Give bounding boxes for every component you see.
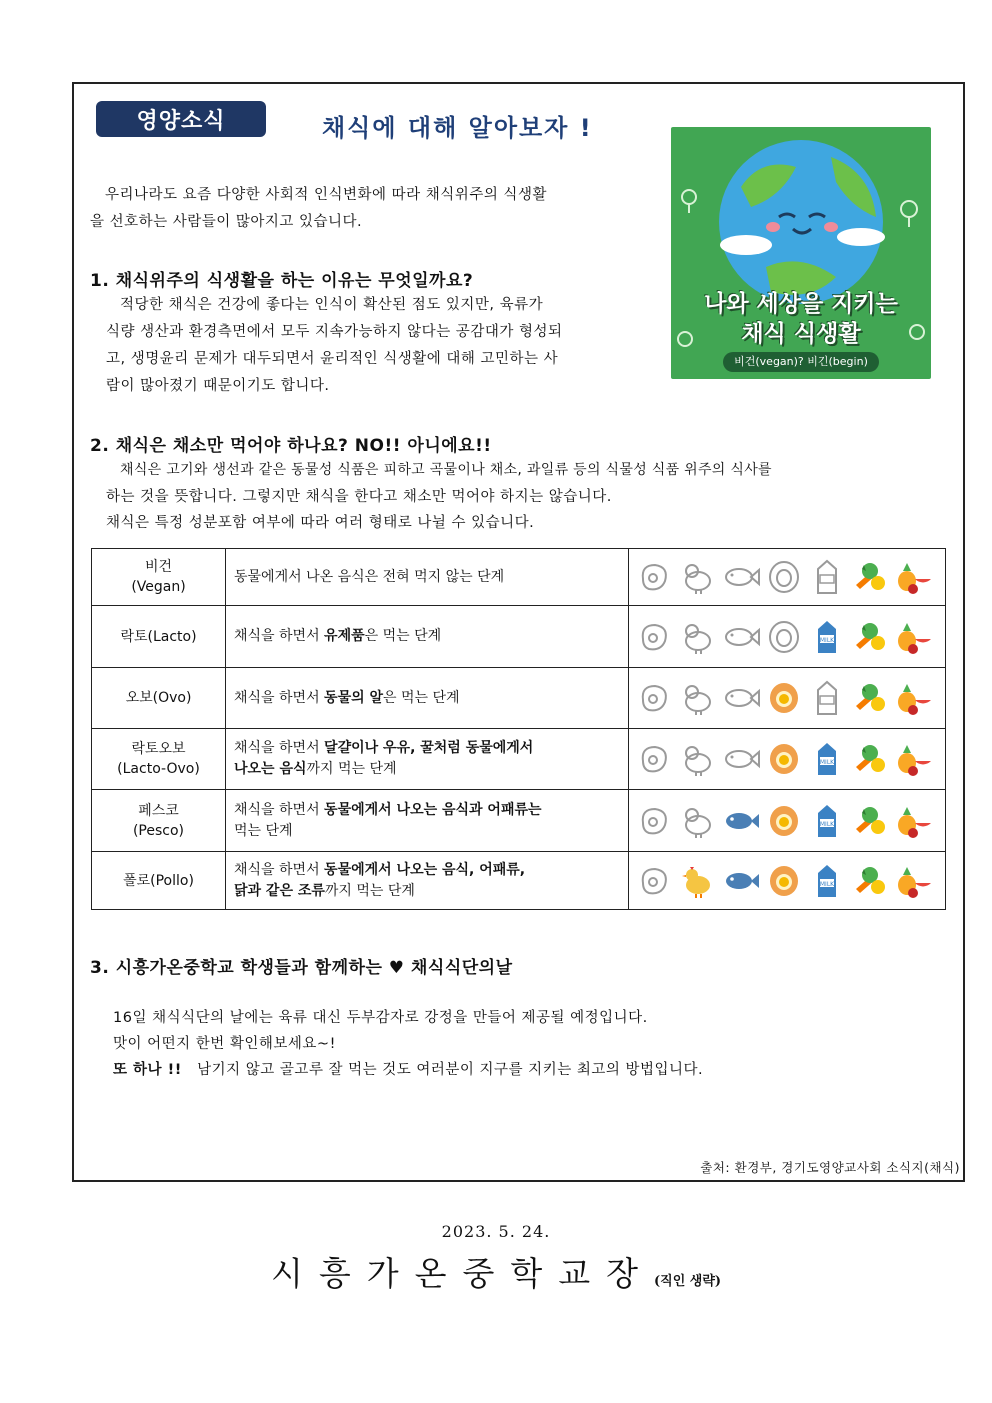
section-2-line-2: 하는 것을 뜻합니다. 그렇지만 채식을 한다고 채소만 먹어야 하지는 않습니다. xyxy=(106,489,612,505)
milk-icon xyxy=(807,678,847,718)
fish-icon xyxy=(721,557,761,597)
vegetables-icon xyxy=(850,557,890,597)
fish-icon xyxy=(721,739,761,779)
table-row xyxy=(92,606,946,668)
fruits-icon xyxy=(893,739,933,779)
heart-icon: ♥ xyxy=(388,958,405,978)
poster-headline-2: 채식 식생활 xyxy=(741,321,861,347)
type-name-en: (Pesco) xyxy=(132,822,185,839)
intro-line-1: 우리나라도 요즘 다양한 사회적 인식변화에 따라 채식위주의 식생활 xyxy=(105,187,547,203)
table-row xyxy=(92,549,946,606)
page-title: 채식에 대해 알아보자 ! xyxy=(322,114,593,142)
section-2-line-3: 채식은 특정 성분포함 여부에 따라 여러 형태로 나뉠 수 있습니다. xyxy=(106,515,535,531)
section-3-emphasis: 또 하나 !! xyxy=(113,1062,182,1078)
section-3-heading-pre: 3. 시흥가온중학교 학생들과 함께하는 xyxy=(90,958,383,978)
vegetables-icon xyxy=(850,801,890,841)
fruits-icon xyxy=(893,861,933,901)
seal-note: (직인 생략) xyxy=(653,1274,722,1289)
type-name-en: (Vegan) xyxy=(131,579,186,595)
egg-icon xyxy=(764,617,804,657)
fish-icon xyxy=(721,678,761,718)
egg-icon xyxy=(764,739,804,779)
type-description-cell xyxy=(226,606,629,668)
fish-icon xyxy=(721,861,761,901)
signature-line xyxy=(0,1248,992,1295)
milk-icon xyxy=(807,801,847,841)
type-description: 나오는 음식까지 먹는 단계 xyxy=(234,761,397,777)
allowed-foods-cell xyxy=(629,668,946,729)
section-3-line-2: 맛이 어떤지 한번 확인해보세요~! xyxy=(113,1036,336,1052)
meat-icon xyxy=(635,861,675,901)
chicken-icon xyxy=(678,678,718,718)
chicken-icon xyxy=(678,617,718,657)
section-3-heading-post: 채식식단의날 xyxy=(410,958,513,978)
chicken-icon xyxy=(678,739,718,779)
vegetables-icon xyxy=(850,678,890,718)
meat-icon xyxy=(635,678,675,718)
vegetables-icon xyxy=(850,739,890,779)
type-description: 채식을 하면서 동물에게서 나오는 음식, 어패류, xyxy=(234,861,526,878)
table-row xyxy=(92,790,946,852)
section-1-line-4: 람이 많아졌기 때문이기도 합니다. xyxy=(106,378,330,394)
milk-icon xyxy=(807,739,847,779)
allowed-foods-cell xyxy=(629,729,946,790)
table-row xyxy=(92,668,946,729)
milk-icon xyxy=(807,617,847,657)
fish-icon xyxy=(721,617,761,657)
section-1-line-1: 적당한 채식은 건강에 좋다는 인식이 확산된 점도 있지만, 육류가 xyxy=(120,297,544,313)
egg-icon xyxy=(764,861,804,901)
type-name: 오보(Ovo) xyxy=(125,690,192,706)
poster-headline-1: 나와 세상을 지키는 xyxy=(704,291,898,317)
section-3-heading xyxy=(90,953,513,978)
fish-icon xyxy=(721,801,761,841)
vegetables-icon xyxy=(850,617,890,657)
type-description: 채식을 하면서 유제품은 먹는 단계 xyxy=(234,628,442,644)
svg-text:MILK: MILK xyxy=(819,759,835,766)
allowed-foods-cell xyxy=(629,852,946,910)
allowed-foods-cell xyxy=(629,549,946,606)
type-description: 채식을 하면서 동물에게서 나오는 음식과 어패류는 xyxy=(234,801,542,818)
egg-icon xyxy=(764,557,804,597)
type-name-cell xyxy=(92,606,226,668)
type-name: 페스코 xyxy=(138,802,179,819)
meat-icon xyxy=(635,739,675,779)
chicken-icon xyxy=(678,557,718,597)
section-1-heading: 1. 채식위주의 식생활을 하는 이유는 무엇일까요? xyxy=(90,271,474,291)
type-name-cell xyxy=(92,790,226,852)
fruits-icon xyxy=(893,678,933,718)
type-description-cell xyxy=(226,729,629,790)
vegan-poster xyxy=(671,127,931,379)
type-description-cell xyxy=(226,668,629,729)
source-credit: 출처: 환경부, 경기도영양교사회 소식지(채식) xyxy=(700,1160,960,1175)
milk-icon xyxy=(807,861,847,901)
fruits-icon xyxy=(893,617,933,657)
type-description-cell xyxy=(226,549,629,606)
chicken-icon xyxy=(678,801,718,841)
section-2-heading: 2. 채식은 채소만 먹어야 하나요? NO!! 아니에요!! xyxy=(90,436,492,456)
vegetarian-types-table xyxy=(91,548,946,910)
type-description-cell xyxy=(226,790,629,852)
type-name: 비건 xyxy=(144,559,173,575)
section-1-line-3: 고, 생명윤리 문제가 대두되면서 윤리적인 식생활에 대해 고민하는 사 xyxy=(106,351,559,367)
category-badge: 영양소식 xyxy=(96,101,266,137)
fruits-icon xyxy=(893,557,933,597)
type-name-cell xyxy=(92,668,226,729)
type-description: 먹는 단계 xyxy=(234,822,293,839)
type-description-cell xyxy=(226,852,629,910)
type-name-cell xyxy=(92,549,226,606)
section-1-line-2: 식량 생산과 환경측면에서 모두 지속가능하지 않다는 공감대가 형성되 xyxy=(106,324,563,340)
fruits-icon xyxy=(893,801,933,841)
intro-line-2: 을 선호하는 사람들이 많아지고 있습니다. xyxy=(90,214,363,230)
type-description: 채식을 하면서 동물의 알은 먹는 단계 xyxy=(234,689,460,706)
type-name-cell xyxy=(92,852,226,910)
type-description: 동물에게서 나온 음식은 전혀 먹지 않는 단계 xyxy=(234,568,505,585)
type-name-cell xyxy=(92,729,226,790)
table-row xyxy=(92,852,946,910)
table-row xyxy=(92,729,946,790)
egg-icon xyxy=(764,801,804,841)
type-description: 채식을 하면서 달걀이나 우유, 꿀처럼 동물에게서 xyxy=(234,740,534,756)
svg-text:MILK: MILK xyxy=(819,636,835,644)
allowed-foods-cell xyxy=(629,790,946,852)
section-2-line-1: 채식은 고기와 생선과 같은 동물성 식품은 피하고 곡물이나 채소, 과일류 등의 식물성 식품 위주의 식사를 xyxy=(120,462,772,478)
poster-tagline: 비건(vegan)? 비긴(begin) xyxy=(723,352,879,372)
type-name: 락토오보 xyxy=(131,741,186,757)
milk-icon xyxy=(807,557,847,597)
principal-name: 시흥가온중학교장 xyxy=(270,1254,654,1293)
meat-icon xyxy=(635,801,675,841)
svg-text:MILK: MILK xyxy=(819,820,835,828)
issue-date: 2023. 5. 24. xyxy=(441,1222,551,1241)
section-3-line-3-text: 남기지 않고 골고루 잘 먹는 것도 여러분이 지구를 지키는 최고의 방법입니다. xyxy=(197,1062,704,1078)
meat-icon xyxy=(635,557,675,597)
meat-icon xyxy=(635,617,675,657)
type-name: 락토(Lacto) xyxy=(120,628,197,645)
svg-text:MILK: MILK xyxy=(819,880,835,888)
allowed-foods-cell xyxy=(629,606,946,668)
vegetables-icon xyxy=(850,861,890,901)
section-3-line-3 xyxy=(113,1057,703,1084)
type-name: 폴로(Pollo) xyxy=(123,872,194,889)
egg-icon xyxy=(764,678,804,718)
section-3-line-1: 16일 채식식단의 날에는 육류 대신 두부감자로 강정을 만들어 제공될 예정입니다. xyxy=(113,1010,648,1026)
type-description: 닭과 같은 조류까지 먹는 단계 xyxy=(234,882,415,899)
type-name-en: (Lacto-Ovo) xyxy=(117,761,200,777)
chicken-icon xyxy=(678,861,718,901)
